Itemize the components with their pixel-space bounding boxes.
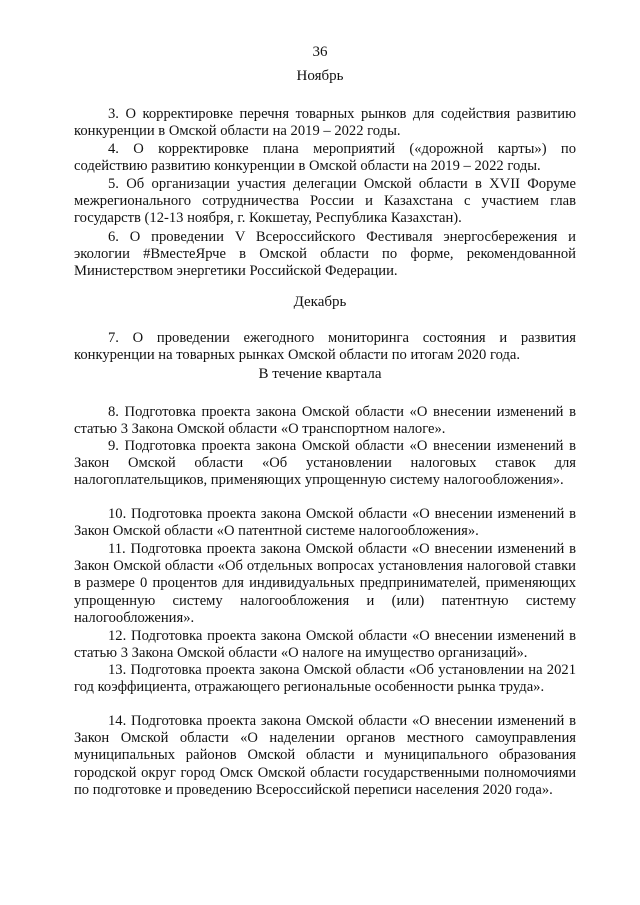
page-number: 36 xyxy=(312,44,328,60)
list-item-3: 3. О корректировке перечня товарных рынков для содействия развитию конкуренции в Омской области на 2019 – 2022 годы. xyxy=(74,106,576,140)
section-heading-december: Декабрь xyxy=(293,294,347,310)
section-heading-november: Ноябрь xyxy=(296,68,344,84)
list-item-11: 11. Подготовка проекта закона Омской области «О внесении изменений в Закон Омской области «Об отдельных вопросах установления налоговой ставки в размере 0 процентов для индивидуальных предпринимателей, применяющих упрощенную систему налогообложения и (или) патентную систему налогообложения». xyxy=(74,541,576,626)
list-item-14: 14. Подготовка проекта закона Омской области «О внесении изменений в Закон Омской области «О наделении органов местного самоуправления муниципальных районов Омской области и муниципального образования городской округ город Омск Омской области государственными полномочиями по подготовке и проведению Всероссийской переписи населения 2020 года». xyxy=(74,713,576,798)
section-heading-quarter: В течение квартала xyxy=(258,366,382,382)
list-item-6: 6. О проведении V Всероссийского Фестиваля энергосбережения и экологии #ВместеЯрче в Омской области по форме, рекомендованной Министерством энергетики Российской Федерации. xyxy=(74,229,576,280)
list-item-12: 12. Подготовка проекта закона Омской области «О внесении изменений в статью 3 Закона Омской области «О налоге на имущество организаций». xyxy=(74,628,576,662)
list-item-5: 5. Об организации участия делегации Омской области в XVII Форуме межрегионального сотрудничества России и Казахстана с участием глав государств (12-13 ноября, г. Кокшетау, Республика Казахстан). xyxy=(74,176,576,227)
list-item-4: 4. О корректировке плана мероприятий («дорожной карты») по содействию развитию конкуренции в Омской области на 2019 – 2022 годы. xyxy=(74,141,576,175)
list-item-13: 13. Подготовка проекта закона Омской области «Об установлении на 2021 год коэффициента, отражающего региональные особенности рынка труда». xyxy=(74,662,576,696)
list-item-7: 7. О проведении ежегодного мониторинга состояния и развития конкуренции на товарных рынках Омской области по итогам 2020 года. xyxy=(74,330,576,364)
list-item-10: 10. Подготовка проекта закона Омской области «О внесении изменений в Закон Омской области «О патентной системе налогообложения». xyxy=(74,506,576,540)
list-item-9: 9. Подготовка проекта закона Омской области «О внесении изменений в Закон Омской области «Об установлении налоговых ставок для налогоплательщиков, применяющих упрощенную систему налогообложения». xyxy=(74,438,576,489)
list-item-8: 8. Подготовка проекта закона Омской области «О внесении изменений в статью 3 Закона Омской области «О транспортном налоге». xyxy=(74,404,576,438)
